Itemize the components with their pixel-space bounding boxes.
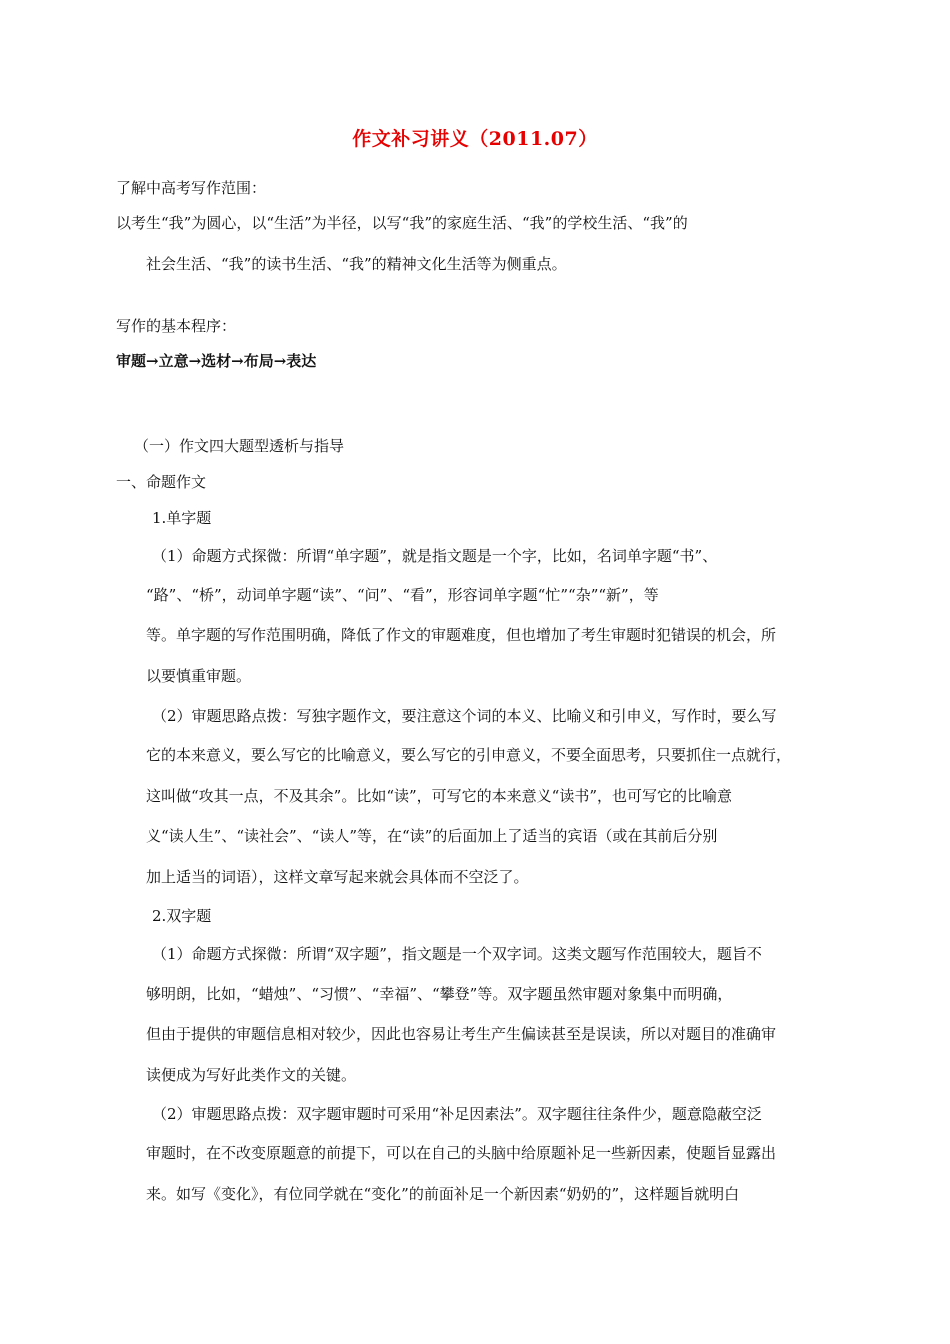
section-title: （一）作文四大题型透析与指导 [134,437,345,455]
paragraph-line: 加上适当的词语），这样文章写起来就会具体而不空泛了。 [146,868,529,886]
paragraph-line: 义“读人生”、“读社会”、“读人”等，在“读”的后面加上了适当的宾语（或在其前后分别 [146,827,718,845]
paragraph-line: 读便成为写好此类作文的关键。 [146,1066,357,1084]
subsection-title: 2.双字题 [152,907,212,925]
intro-line: 以考生“我”为圆心，以“生活”为半径，以写“我”的家庭生活、“我”的学校生活、“我”的 [116,214,688,232]
part-title: 一、命题作文 [116,473,207,491]
paragraph-line: 审题时，在不改变原题意的前提下，可以在自己的头脑中给原题补足一些新因素，使题旨显露出 [146,1144,777,1162]
paragraph-line: 以要慎重审题。 [146,667,252,685]
paragraph-line: （1）命题方式探微：所谓“单字题”，就是指文题是一个字，比如，名词单字题“书”、 [152,547,718,565]
paragraph-line: 这叫做“攻其一点，不及其余”。比如“读”，可写它的本来意义“读书”，也可写它的比喻意 [146,787,733,805]
paragraph-line: 够明朗，比如，“蜡烛”、“习惯”、“幸福”、“攀登”等。双字题虽然审题对象集中而明确， [146,985,733,1003]
paragraph-line: （2）审题思路点拨：写独字题作文，要注意这个词的本义、比喻义和引申义，写作时，要么写 [152,707,777,725]
document-title: 作文补习讲义（2011.07） [352,128,598,150]
procedure-heading: 写作的基本程序： [116,317,237,335]
procedure-steps: 审题→立意→选材→布局→表达 [116,352,317,370]
intro-line: 社会生活、“我”的读书生活、“我”的精神文化生活等为侧重点。 [146,255,567,273]
paragraph-line: 等。单字题的写作范围明确，降低了作文的审题难度，但也增加了考生审题时犯错误的机会，所 [146,626,777,644]
paragraph-line: 它的本来意义，要么写它的比喻意义，要么写它的引申意义，不要全面思考，只要抓住一点就行， [146,746,792,764]
paragraph-line: 但由于提供的审题信息相对较少，因此也容易让考生产生偏读甚至是误读，所以对题目的准确审 [146,1025,777,1043]
paragraph-line: （1）命题方式探微：所谓“双字题”，指文题是一个双字词。这类文题写作范围较大，题旨不 [152,945,762,963]
paragraph-line: （2）审题思路点拨：双字题审题时可采用“补足因素法”。双字题往往条件少，题意隐蔽空泛 [152,1105,762,1123]
paragraph-line: “路”、“桥”，动词单字题“读”、“问”、“看”，形容词单字题“忙”“杂”“新”，等 [146,586,659,604]
paragraph-line: 来。如写《变化》，有位同学就在“变化”的前面补足一个新因素“奶奶的”，这样题旨就明白 [146,1185,740,1203]
intro-heading: 了解中高考写作范围： [116,179,267,197]
subsection-title: 1.单字题 [152,509,212,527]
